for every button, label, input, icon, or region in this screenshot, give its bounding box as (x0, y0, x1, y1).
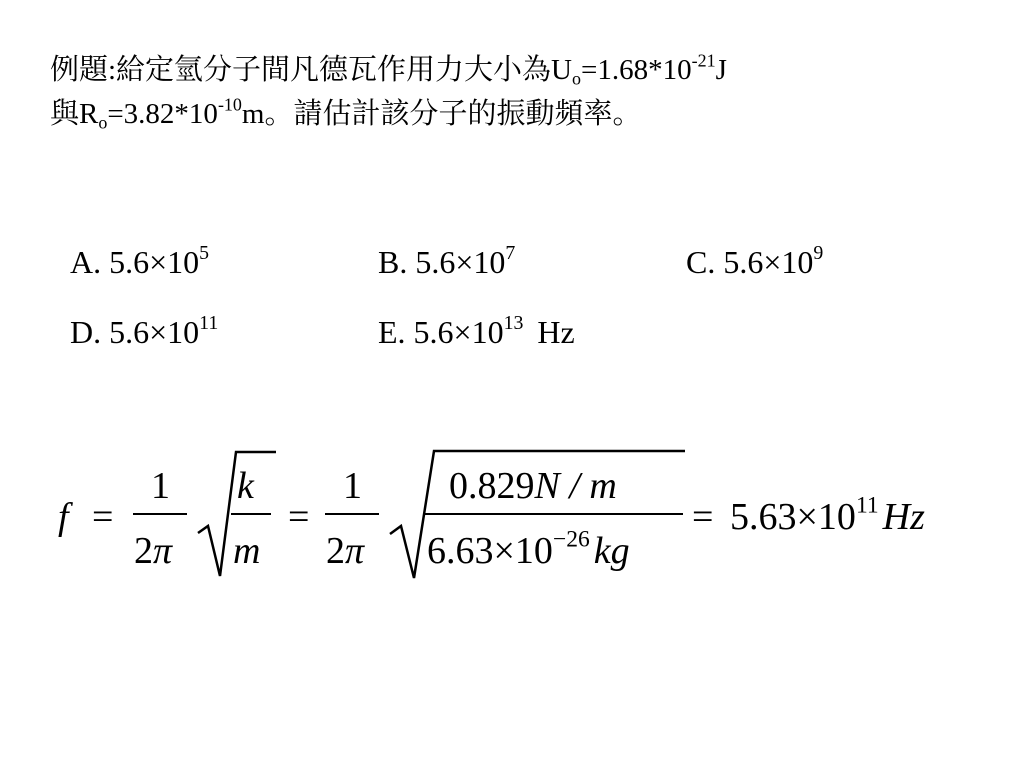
choice-letter: B. (378, 244, 408, 280)
fraction-denominator: 2π (326, 530, 365, 572)
fraction-bar (325, 513, 379, 515)
choice-value: 5.6×10 (415, 244, 506, 280)
choice-exponent: 5 (199, 242, 210, 265)
equals-sign: = (288, 496, 310, 538)
choice-letter: E. (378, 314, 406, 350)
choice-value: 5.6×10 (109, 244, 200, 280)
mass-value: $6.63\times 10^{-26}$ kg (427, 526, 630, 572)
fraction-numerator: 1 (343, 465, 362, 507)
question-text: 。請估計該分子的振動頻率。 (264, 98, 642, 130)
choice-letter: A. (70, 244, 102, 280)
distance-value: =3.82*10 (107, 98, 218, 130)
distance-unit: m (241, 98, 265, 130)
fraction-bar (133, 513, 187, 515)
choice-exponent: 13 (503, 312, 524, 335)
fraction-numerator: 1 (151, 465, 170, 507)
result: $5.63\times 10^{11}$ Hz (730, 492, 925, 538)
problem-text: 例題:給定氫分子間凡德瓦作用力大小為U (50, 54, 573, 86)
equals-sign: = (692, 496, 714, 538)
choice-exponent: 7 (505, 242, 516, 265)
choice-letter: D. (70, 314, 102, 350)
spring-constant: 0.829N / m (449, 465, 617, 507)
choice-value: 5.6×10 (109, 314, 200, 350)
problem-text: 與R (50, 98, 99, 130)
fraction-denominator: 2π (134, 530, 173, 572)
fraction-bar (423, 513, 683, 515)
energy-unit: J (715, 54, 727, 86)
fraction-bar (231, 513, 271, 515)
subscript: o (98, 112, 108, 133)
exponent: -10 (217, 94, 242, 115)
choice-unit: Hz (537, 314, 575, 350)
energy-value: =1.68*10 (581, 54, 692, 86)
exponent: -21 (691, 50, 716, 71)
choice-exponent: 11 (199, 312, 219, 335)
subscript: o (572, 68, 581, 89)
sqrt-numerator: k (237, 465, 254, 507)
equals-sign: = (92, 496, 114, 538)
choice-letter: C. (686, 244, 716, 280)
sqrt-denominator: m (233, 530, 261, 572)
choice-exponent: 9 (813, 242, 824, 265)
formula-lhs: f (58, 496, 69, 538)
choice-value: 5.6×10 (723, 244, 814, 280)
choice-value: 5.6×10 (413, 314, 504, 350)
